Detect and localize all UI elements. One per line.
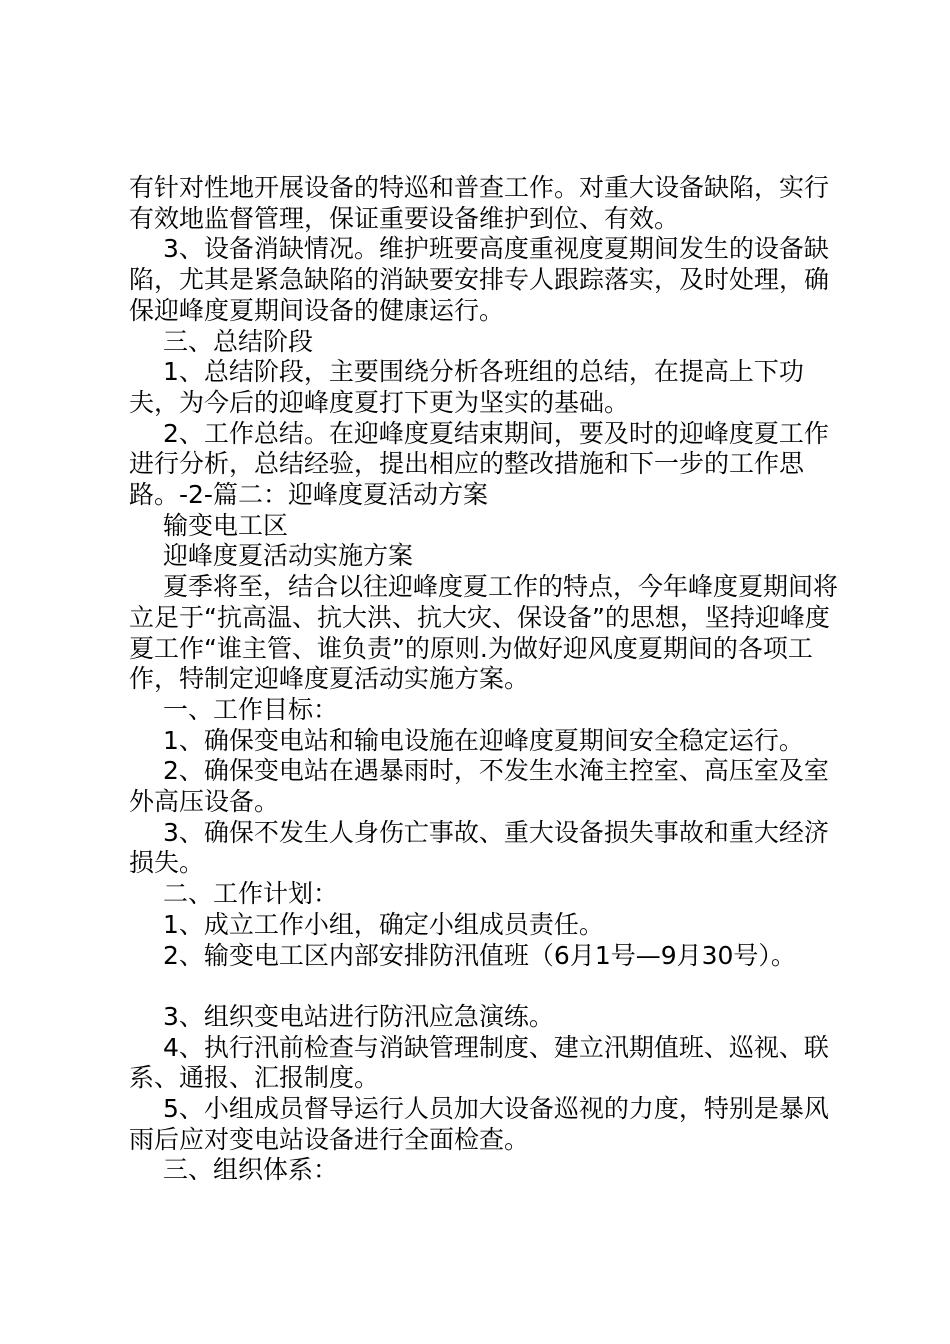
list-item: 3、确保不发生人身伤亡事故、重大设备损失事故和重大经济损失。 — [129, 817, 829, 878]
list-item: 2、输变电工区内部安排防汛值班（6月1号—9月30号）。 — [163, 940, 796, 970]
list-item: 1、确保变电站和输电设施在迎峰度夏期间安全稳定运行。 — [163, 725, 804, 755]
document-body — [129, 173, 845, 1186]
blank-line — [129, 971, 845, 1002]
paragraph: 有针对性地开展设备的特巡和普查工作。对重大设备缺陷，实行有效地监督管理，保证重要设备维护到位、有效。 — [129, 173, 830, 233]
list-item: 5、小组成员督导运行人员加大设备巡视的力度，特别是暴风雨后应对变电站设备进行全面检查。 — [129, 1094, 829, 1154]
section-heading: 一、工作目标： — [163, 694, 339, 724]
paragraph: 2、工作总结。在迎峰度夏结束期间，要及时的迎峰度夏工作进行分析，总结经验，提出相应的整改措施和下一步的工作思路。-2-篇二：迎峰度夏活动方案 — [129, 418, 829, 510]
list-item: 3、组织变电站进行防汛应急演练。 — [163, 1001, 554, 1031]
paragraph: 3、设备消缺情况。维护班要高度重视度夏期间发生的设备缺陷，尤其是紧急缺陷的消缺要安排专人跟踪落实，及时处理，确保迎峰度夏期间设备的健康运行。 — [129, 234, 830, 325]
list-item: 1、成立工作小组，确定小组成员责任。 — [163, 909, 604, 939]
section-heading: 三、组织体系： — [163, 1155, 339, 1185]
paragraph: 夏季将至，结合以往迎峰度夏工作的特点，今年峰度夏期间将立足于“抗高温、抗大洪、抗大灾、保设备”的思想，坚持迎峰度夏工作“谁主管、谁负责”的原则.为做好迎风度夏期间的各项工作，特制定迎峰度夏活动实施方案。 — [129, 572, 839, 694]
section-heading: 三、总结阶段 — [163, 326, 314, 356]
list-item: 4、执行汛前检查与消缺管理制度、建立汛期值班、巡视、联系、通报、汇报制度。 — [129, 1032, 829, 1093]
list-item: 2、确保变电站在遇暴雨时，不发生水淹主控室、高压室及室外高压设备。 — [129, 756, 829, 817]
section-heading: 二、工作计划： — [163, 879, 339, 909]
paragraph: 1、总结阶段，主要围绕分析各班组的总结，在提高上下功夫，为今后的迎峰度夏打下更为坚实的基础。 — [129, 357, 804, 417]
department-name: 输变电工区 — [163, 510, 289, 540]
document-title: 迎峰度夏活动实施方案 — [163, 541, 414, 571]
